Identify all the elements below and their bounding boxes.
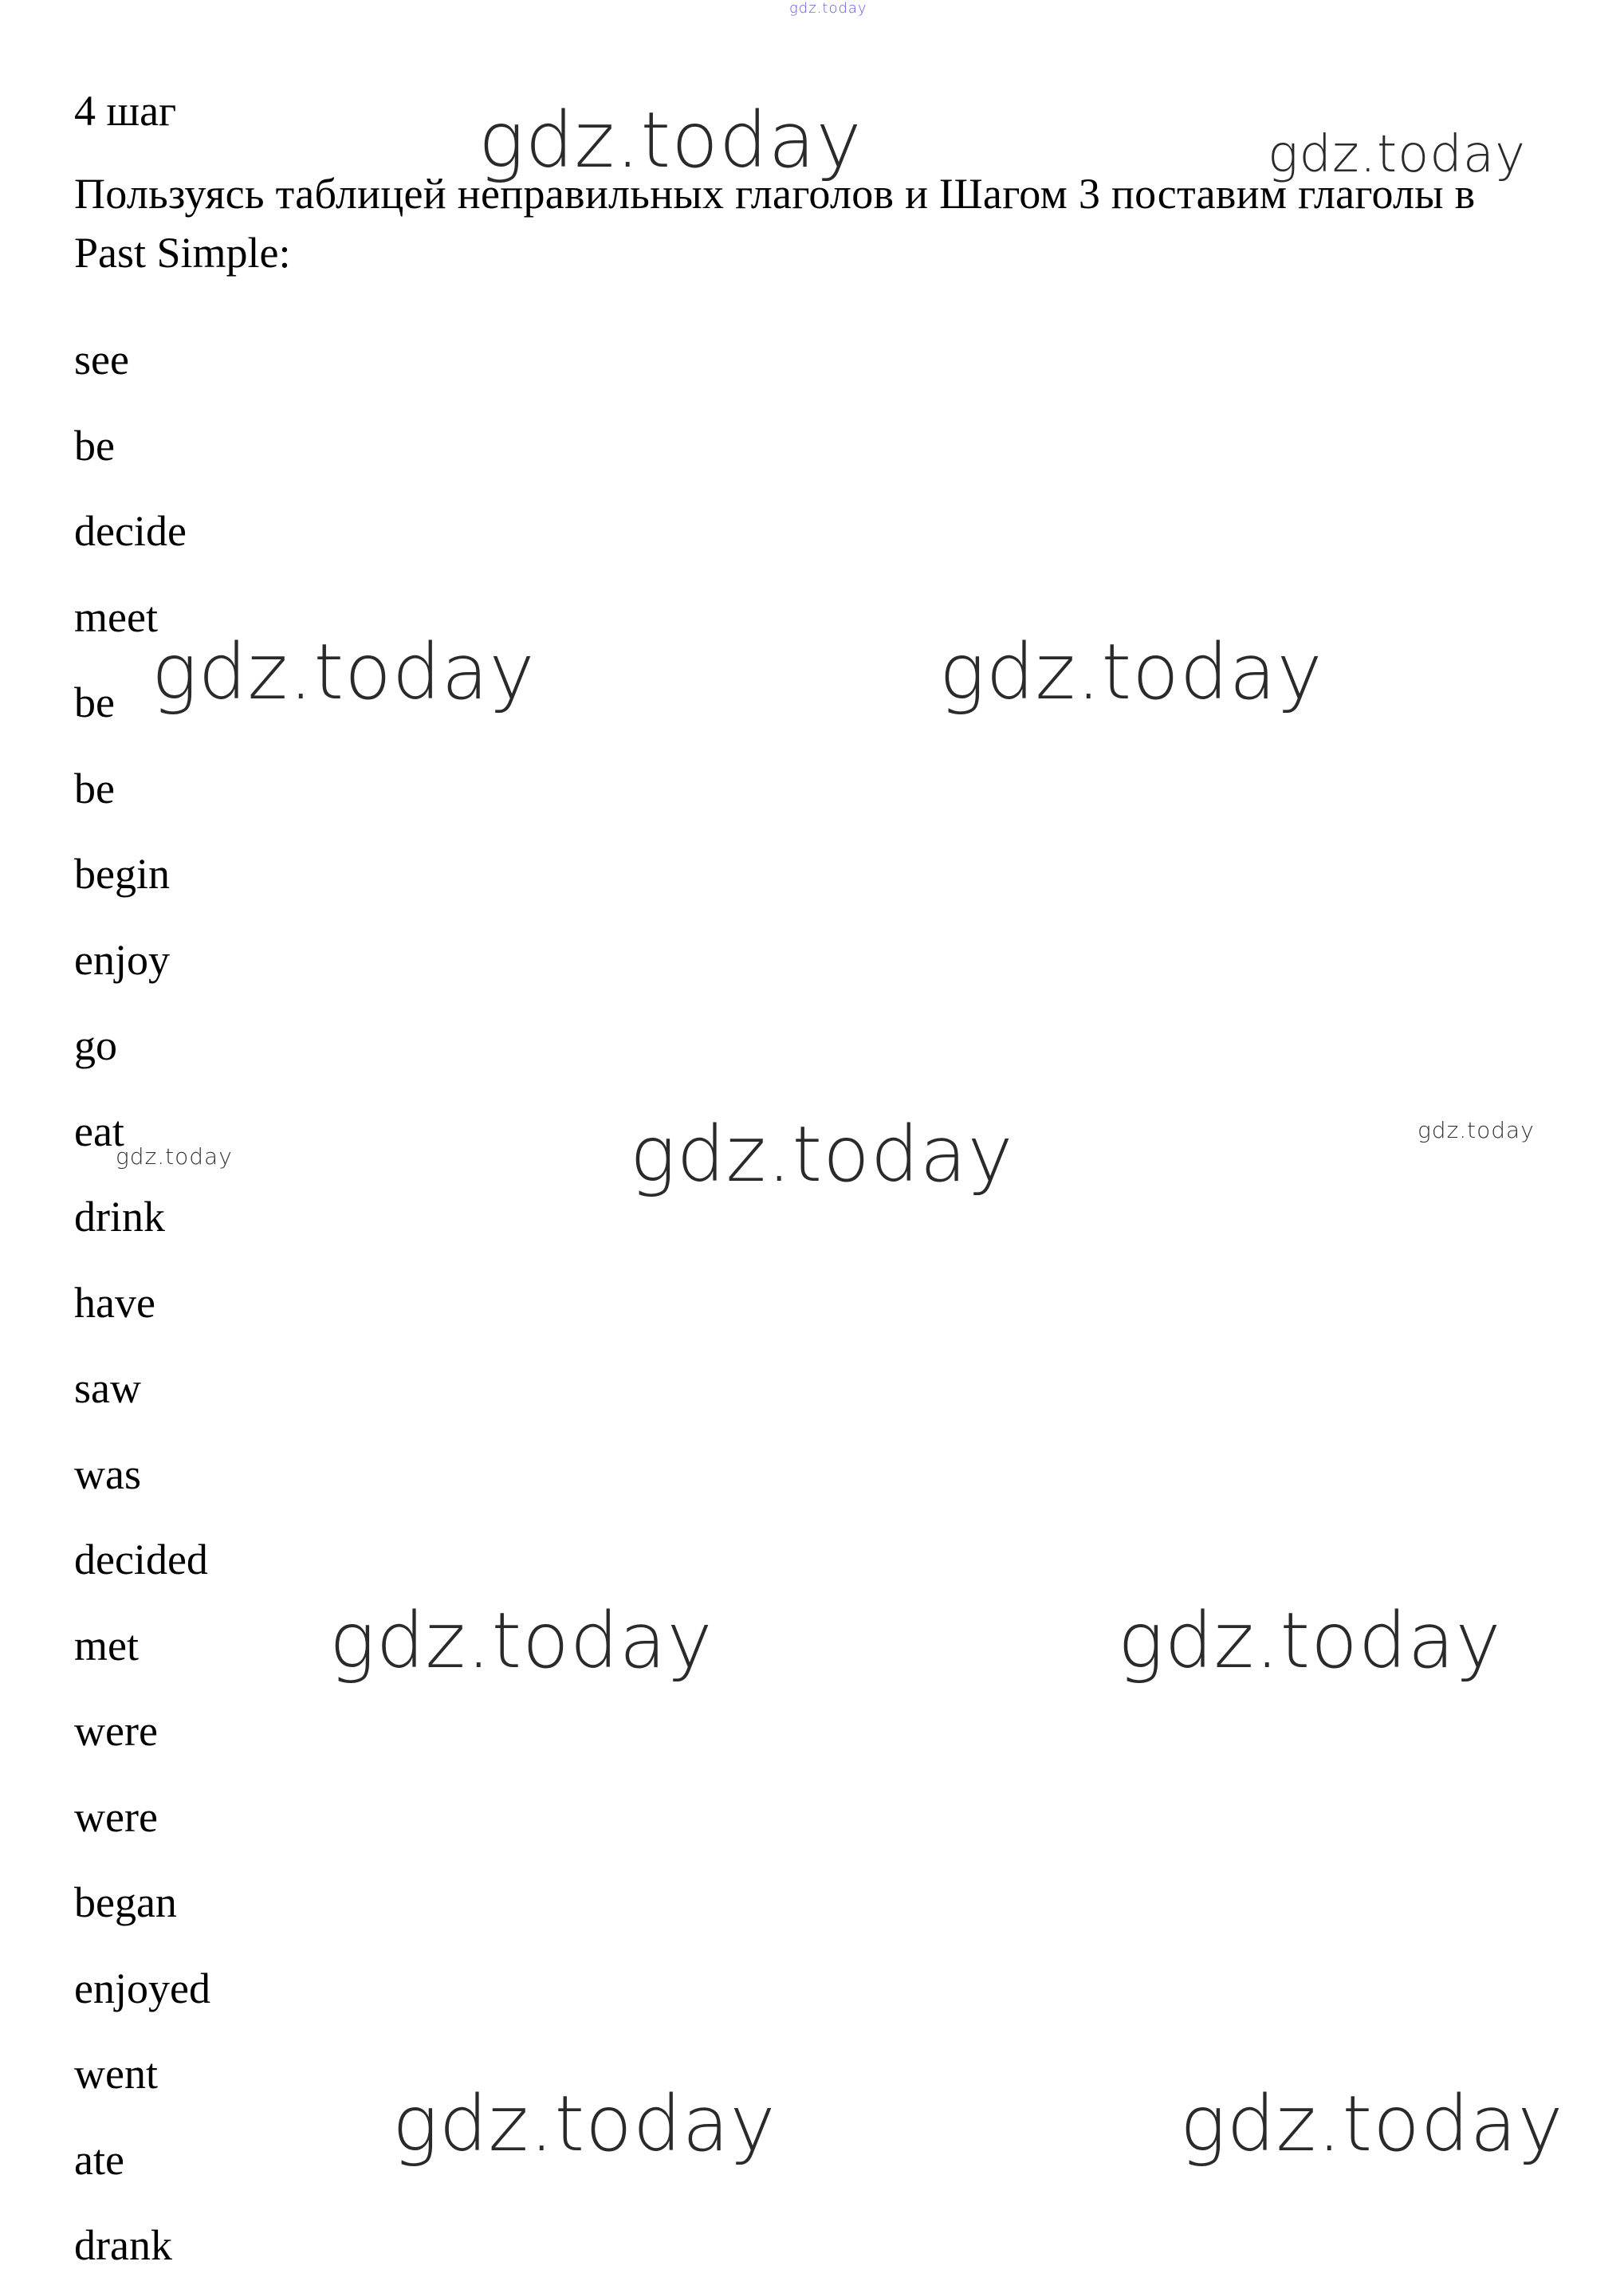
list-item: went [74,2050,158,2098]
step-heading: 4 шаг [74,87,177,135]
instruction-line-2: Past Simple: [74,229,291,277]
list-item: was [74,1449,141,1498]
watermark: gdz.today [1418,1117,1535,1143]
verb-list [74,317,210,2289]
watermark: gdz.today [151,627,536,717]
watermark: gdz.today [1118,1596,1502,1685]
list-item: were [74,1792,158,1841]
list-item: begin [74,850,170,898]
watermark: gdz.today [116,1143,233,1170]
list-item: decide [74,507,187,555]
watermark: gdz.today [939,627,1323,717]
list-item: were [74,1707,158,1755]
watermark: gdz.today [1180,2079,1564,2169]
list-item: enjoyed [74,1964,210,2012]
watermark: gdz.today [329,1596,714,1685]
watermark: gdz.today [478,96,863,185]
list-item: saw [74,1364,141,1412]
watermark: gdz.today [392,2079,777,2169]
list-item: met [74,1621,139,1670]
list-item: decided [74,1536,208,1583]
list-item: be [74,678,115,726]
list-item: drank [74,2221,172,2269]
watermark: gdz.today [630,1110,1014,1199]
list-item: be [74,421,115,470]
list-item: ate [74,2135,124,2184]
list-item: see [74,336,129,383]
list-item: be [74,764,115,812]
list-item: began [74,1878,177,1926]
list-item: enjoy [74,935,170,984]
watermark: gdz.today [789,0,867,17]
list-item: have [74,1278,155,1327]
list-item: go [74,1021,117,1069]
list-item: eat [74,1107,124,1155]
list-item: drink [74,1193,165,1241]
watermark: gdz.today [1268,125,1526,184]
instruction-line-1: Пользуясь таблицей неправильных глаголов и Шагом 3 поставим глаголы в [74,170,1476,218]
list-item: meet [74,592,158,641]
